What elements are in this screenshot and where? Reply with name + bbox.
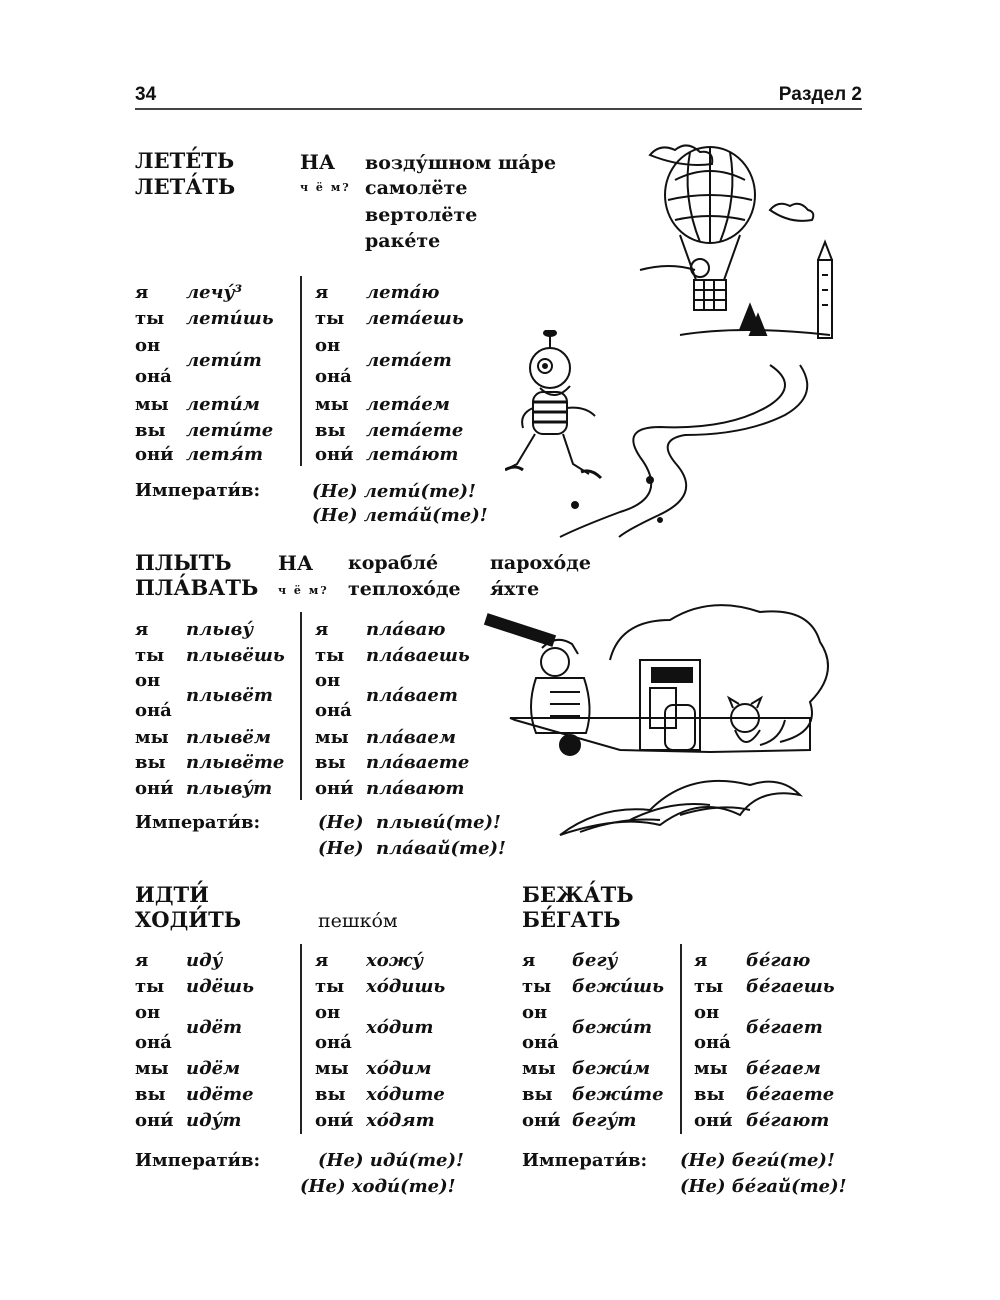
pronoun: ты <box>315 645 345 666</box>
pronoun: я <box>135 619 149 640</box>
verb-form: пла́ваем <box>366 727 456 748</box>
verb-form: лета́ешь <box>366 308 464 329</box>
fly-verb-unidirectional: ЛЕТЕ́ТЬ <box>135 148 235 173</box>
verb-form: бежи́т <box>572 1017 653 1038</box>
verb-form: лети́шь <box>186 308 274 329</box>
swim-preposition: НА <box>278 551 314 575</box>
pronoun: вы <box>315 1084 346 1105</box>
fly-question: ч ё м? <box>300 181 351 194</box>
pronoun: они́ <box>522 1110 561 1131</box>
swim-object: я́хте <box>490 578 540 600</box>
pronoun: вы <box>522 1084 553 1105</box>
pronoun: ты <box>694 976 724 997</box>
pronoun: ты <box>135 308 165 329</box>
imperative-form: (Не) плыви́(те)! <box>318 812 501 833</box>
pronoun: они́ <box>135 778 174 799</box>
verb-form: лечу́³ <box>186 282 243 303</box>
verb-form: бежи́те <box>572 1084 664 1105</box>
verb-form: хожу́ <box>366 950 424 971</box>
character-head <box>530 348 570 388</box>
verb-form: бежи́м <box>572 1058 651 1079</box>
pronoun: вы <box>135 752 166 773</box>
imperative-label: Императи́в: <box>135 812 261 833</box>
pronoun: они́ <box>315 1110 354 1131</box>
pronoun: я <box>315 282 329 303</box>
verb-form: бе́гаешь <box>746 976 835 997</box>
section-title: Раздел 2 <box>778 84 862 105</box>
boy-with-propeller-cap-illustration <box>505 330 615 500</box>
swim-verb-unidirectional: ПЛЫТЬ <box>135 550 232 575</box>
telescope <box>485 614 555 645</box>
verb-form: бе́гаете <box>746 1084 835 1105</box>
pronoun: он <box>315 335 341 356</box>
verb-form: бегу́т <box>572 1110 637 1131</box>
verb-form: бе́гают <box>746 1110 830 1131</box>
column-divider <box>300 944 302 1134</box>
imperative-form: (Не) бе́гай(те)! <box>680 1176 847 1197</box>
pronoun: она́ <box>315 366 352 387</box>
pronoun: я <box>694 950 708 971</box>
swim-object: парохо́де <box>490 552 591 574</box>
pronoun: мы <box>135 727 169 748</box>
imperative-label: Императи́в: <box>135 480 261 501</box>
verb-form: пла́ваете <box>366 752 470 773</box>
pronoun: они́ <box>135 444 174 465</box>
verb-form: иду́ <box>186 950 223 971</box>
sailor-with-telescope-on-ship-illustration <box>480 600 850 870</box>
verb-form: идём <box>186 1058 241 1079</box>
verb-form: хо́дишь <box>366 976 446 997</box>
imperative-form: (Не) лети́(те)! <box>312 481 476 502</box>
pronoun: ты <box>315 308 345 329</box>
verb-form: идёте <box>186 1084 254 1105</box>
verb-form: идёт <box>186 1017 243 1038</box>
pronoun: он <box>315 1002 341 1023</box>
pronoun: вы <box>135 1084 166 1105</box>
pronoun: они́ <box>694 1110 733 1131</box>
pronoun: я <box>522 950 536 971</box>
verb-form: плывём <box>186 727 271 748</box>
walk-verb-multidirectional: ХОДИ́ТЬ <box>135 907 242 932</box>
pronoun: она́ <box>522 1032 559 1053</box>
pronoun: ты <box>135 976 165 997</box>
pronoun: я <box>135 282 149 303</box>
verb-form: хо́дите <box>366 1084 445 1105</box>
header-rule <box>135 108 862 110</box>
pronoun: мы <box>315 1058 349 1079</box>
verb-form: бе́гаем <box>746 1058 821 1079</box>
verb-form: лета́ет <box>366 350 452 371</box>
swim-object: теплохо́де <box>348 578 461 600</box>
balloon-basket <box>694 280 726 310</box>
column-divider <box>300 612 302 800</box>
verb-form: пла́ваешь <box>366 645 470 666</box>
walk-on-foot-label: пешко́м <box>318 910 398 932</box>
run-verb-unidirectional: БЕЖА́ТЬ <box>522 882 634 907</box>
pronoun: мы <box>315 727 349 748</box>
swim-question: ч ё м? <box>278 584 329 597</box>
verb-form: хо́дят <box>366 1110 435 1131</box>
verb-form: летя́т <box>186 444 264 465</box>
pronoun: вы <box>315 420 346 441</box>
walk-verb-unidirectional: ИДТИ́ <box>135 882 209 907</box>
verb-form: лети́т <box>186 350 262 371</box>
verb-form: лети́те <box>186 420 274 441</box>
fly-object: самолёте <box>365 177 468 199</box>
verb-form: лети́м <box>186 394 260 415</box>
verb-form: хо́дит <box>366 1017 434 1038</box>
column-divider <box>300 276 302 466</box>
verb-form: лета́ете <box>366 420 464 441</box>
imperative-form: (Не) пла́вай(те)! <box>318 838 506 859</box>
pronoun: он <box>135 670 161 691</box>
imperative-label: Императи́в: <box>135 1150 261 1171</box>
verb-form: иду́т <box>186 1110 242 1131</box>
pronoun: он <box>522 1002 548 1023</box>
imperative-label: Императи́в: <box>522 1150 648 1171</box>
imperative-form: (Не) ходи́(те)! <box>300 1176 456 1197</box>
fly-object: возду́шном ша́ре <box>365 152 557 174</box>
pronoun: мы <box>135 394 169 415</box>
pronoun: мы <box>694 1058 728 1079</box>
pronoun: она́ <box>315 1032 352 1053</box>
pronoun: я <box>135 950 149 971</box>
pronoun: ты <box>522 976 552 997</box>
imperative-form: (Не) беги́(те)! <box>680 1150 835 1171</box>
verb-form: лета́ют <box>366 444 459 465</box>
verb-form: плыву́т <box>186 778 273 799</box>
verb-form: пла́вают <box>366 778 465 799</box>
fly-object: вертолёте <box>365 204 478 226</box>
pronoun: мы <box>315 394 349 415</box>
pronoun: она́ <box>315 700 352 721</box>
pronoun: они́ <box>135 1110 174 1131</box>
pronoun: я <box>315 619 329 640</box>
verb-form: бежи́шь <box>572 976 664 997</box>
pronoun: она́ <box>135 1032 172 1053</box>
verb-form: идёшь <box>186 976 254 997</box>
imperative-form: (Не) иди́(те)! <box>318 1150 464 1171</box>
run-verb-multidirectional: БЕ́ГАТЬ <box>522 907 621 932</box>
pronoun: вы <box>315 752 346 773</box>
pronoun: ты <box>315 976 345 997</box>
imperative-form: (Не) лета́й(те)! <box>312 505 488 526</box>
verb-form: лета́ю <box>366 282 440 303</box>
tower <box>818 260 832 338</box>
pronoun: она́ <box>135 366 172 387</box>
pronoun: я <box>315 950 329 971</box>
verb-form: плывёт <box>186 685 273 706</box>
fly-object: раке́те <box>365 230 441 252</box>
verb-form: хо́дим <box>366 1058 432 1079</box>
fly-verb-multidirectional: ЛЕТА́ТЬ <box>135 174 236 199</box>
verb-form: пла́вает <box>366 685 458 706</box>
verb-form: бе́гаю <box>746 950 811 971</box>
swim-object: корабле́ <box>348 552 439 574</box>
pronoun: вы <box>135 420 166 441</box>
verb-form: бегу́ <box>572 950 618 971</box>
column-divider <box>680 944 682 1134</box>
verb-form: плыву́ <box>186 619 254 640</box>
pronoun: мы <box>522 1058 556 1079</box>
verb-form: плывёшь <box>186 645 285 666</box>
verb-form: плывёте <box>186 752 285 773</box>
verb-form: лета́ем <box>366 394 450 415</box>
verb-form: бе́гает <box>746 1017 823 1038</box>
pronoun: он <box>135 1002 161 1023</box>
pronoun: он <box>694 1002 720 1023</box>
page-number: 34 <box>135 84 157 105</box>
fly-preposition: НА <box>300 150 336 174</box>
pronoun: он <box>315 670 341 691</box>
ship-deck <box>510 718 810 752</box>
pronoun: они́ <box>315 444 354 465</box>
swim-verb-multidirectional: ПЛА́ВАТЬ <box>135 575 259 600</box>
pronoun: ты <box>135 645 165 666</box>
pronoun: он <box>135 335 161 356</box>
pronoun: они́ <box>315 778 354 799</box>
pronoun: мы <box>135 1058 169 1079</box>
pronoun: она́ <box>135 700 172 721</box>
pronoun: вы <box>694 1084 725 1105</box>
verb-form: пла́ваю <box>366 619 446 640</box>
pronoun: она́ <box>694 1032 731 1053</box>
